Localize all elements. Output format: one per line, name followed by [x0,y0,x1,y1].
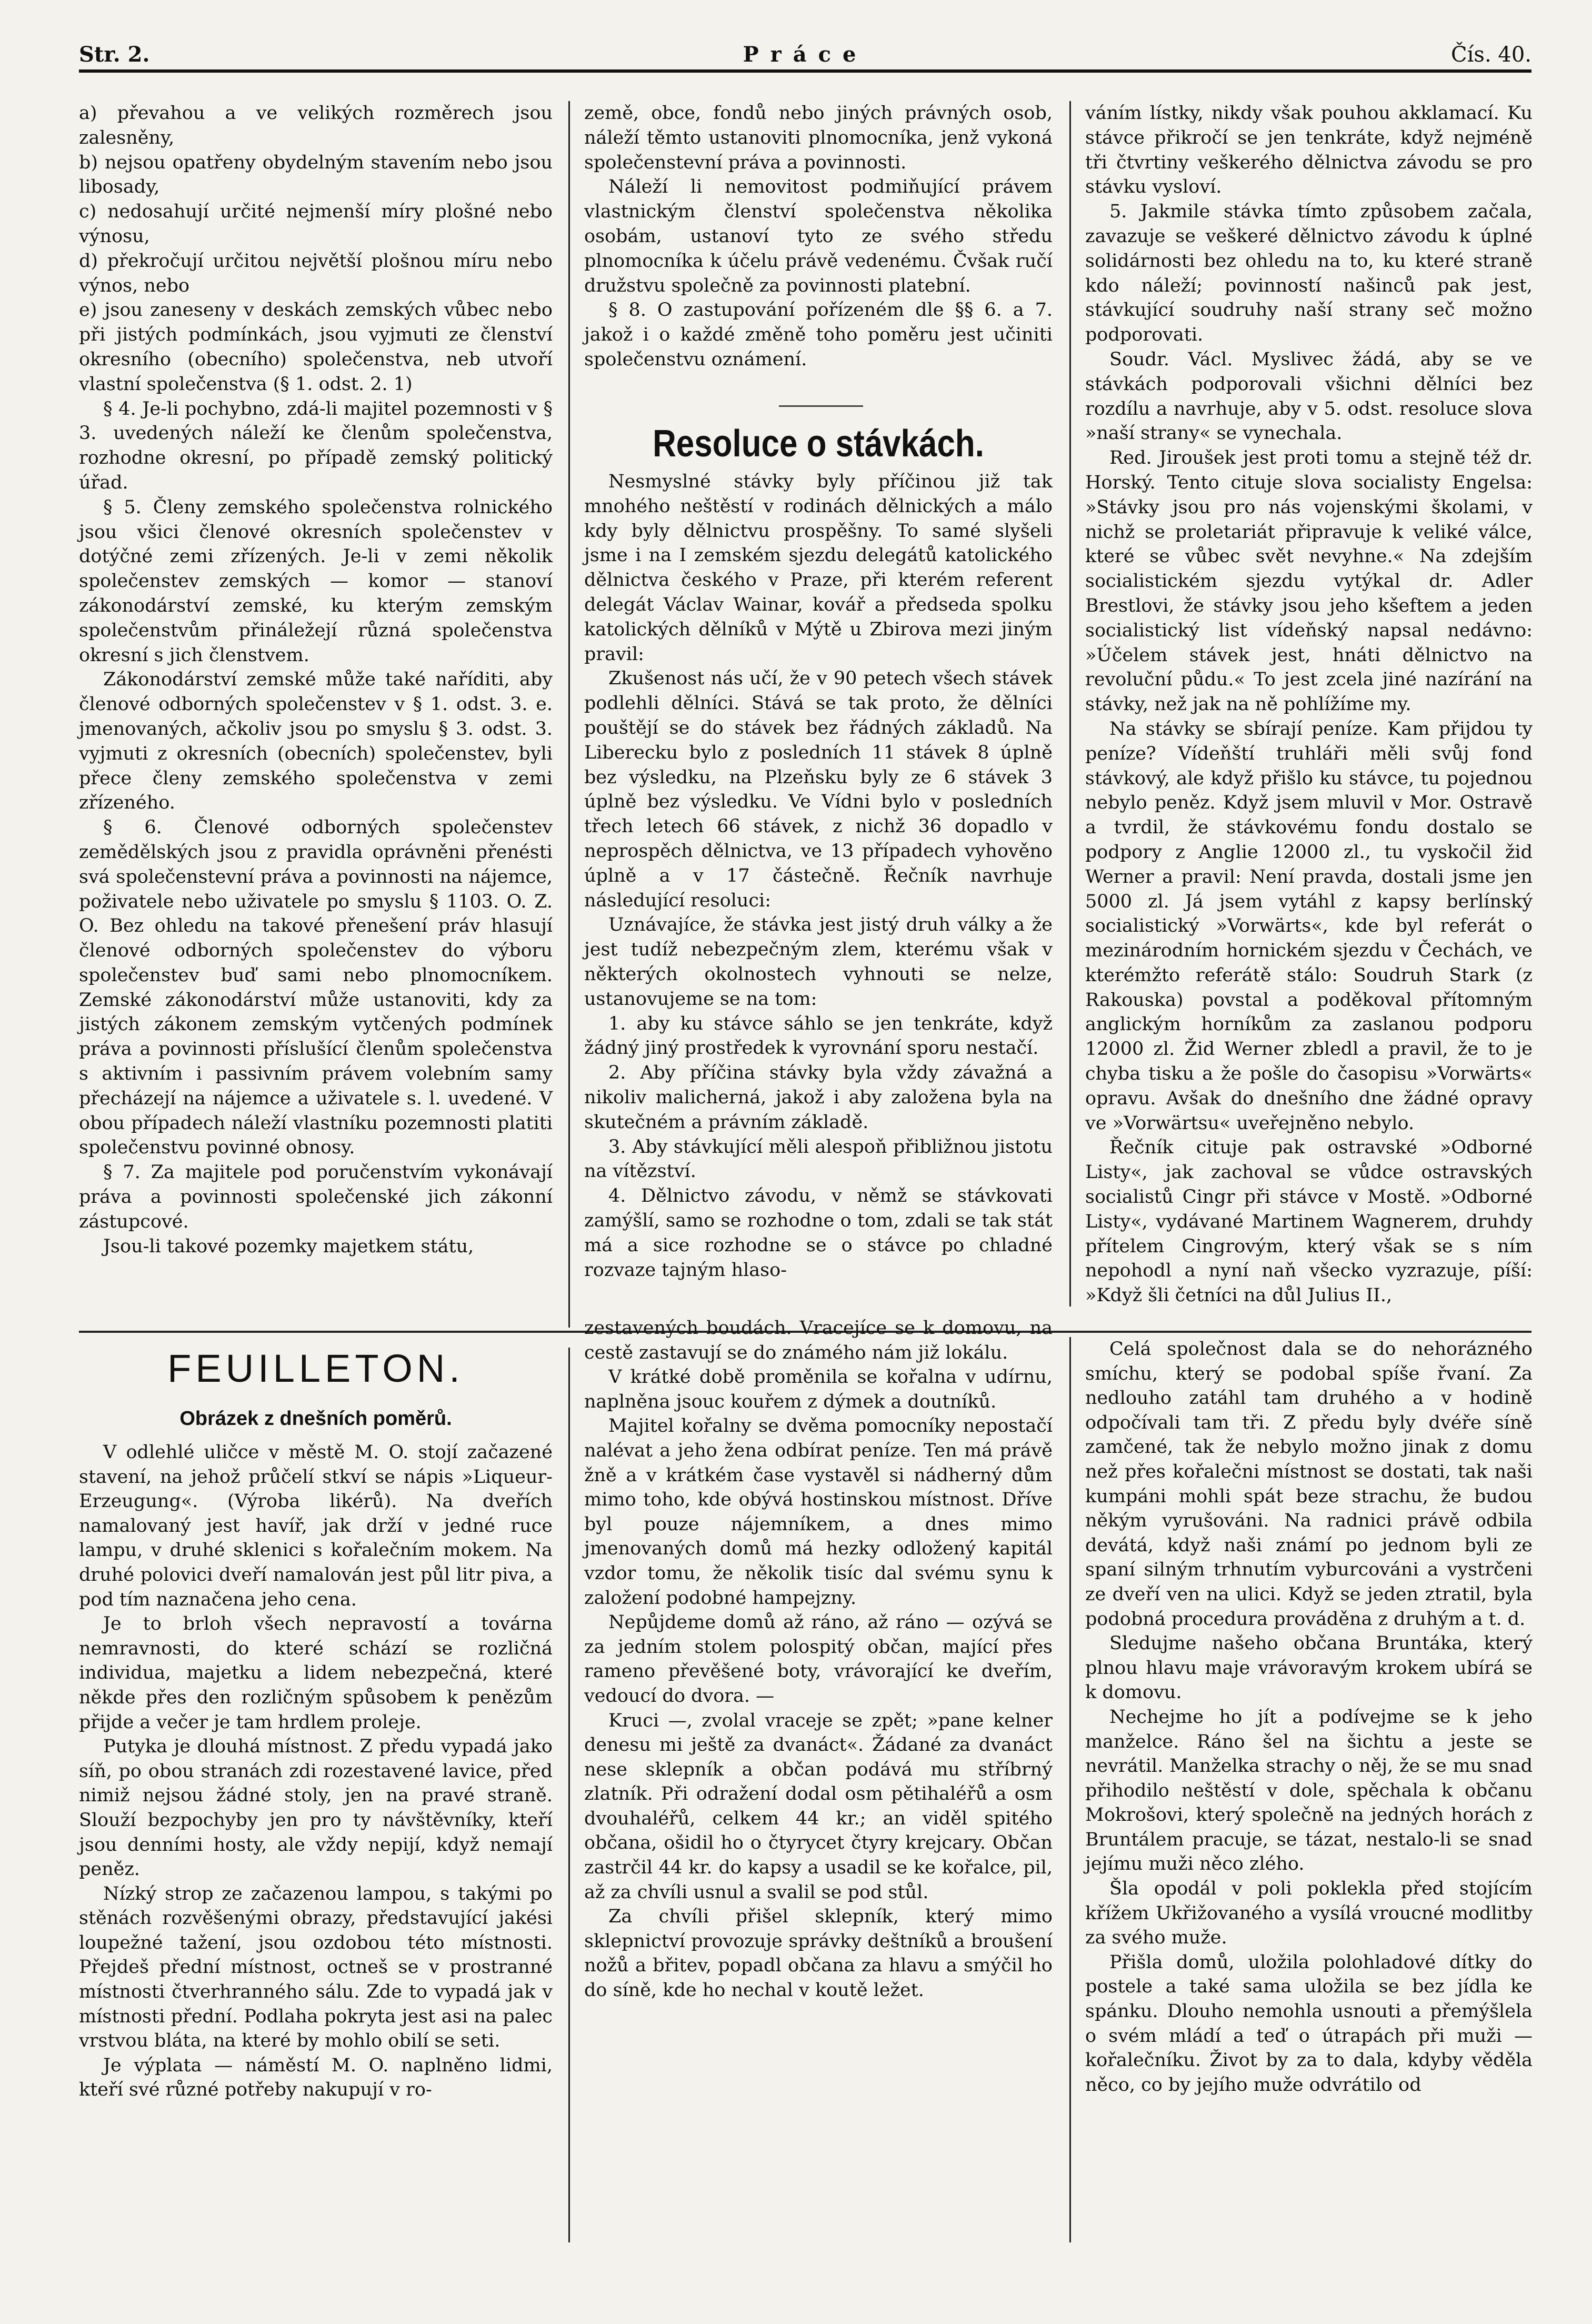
page-header [79,43,1531,66]
paragraph: 4. Dělnictvo závodu, v němž se stávkovati zamýšlí, samo se rozhodne o tom, zdali se tak stát má a sice rozhodne se o stávce po chladné rozvaze tajným hlaso- [584,1185,1053,1281]
newspaper-title: Práce [743,42,868,67]
paragraph: V krátké době proměnila se kořalna v udírnu, naplněna jsouc kouřem z dýmek a doutníků. [584,1367,1053,1412]
paragraph: 2. Aby příčina stávky byla vždy závažná a nikoliv malicherná, jakož i aby založena byla na skutečném a právním základě. [584,1062,1053,1133]
paragraph: § 7. Za majitele pod poručenstvím vykonávají práva a povinnosti společenské jich zákonní zástupcové. [79,1162,553,1232]
feuilleton-subtitle: Obrázek z dnešních poměrů. [179,1408,452,1430]
feuilleton-column-2 [584,1316,1053,2003]
paragraph: d) překročují určitou největší plošnou míru nebo výnos, nebo [79,250,553,296]
paragraph: V odlehlé uličce v městě M. O. stojí začazené stavení, na jehož průčelí stkví se nápis »Liqueur-Erzeugung«. (Výroba likérů). Na dveřích namalovaný jest havíř, jak drží v jedné ruce lampu, v druhé sklenici s kořalečním mokem. Na druhé polovici dveří namalován jest půl litr piva, a pod tím naznačena jeho cena. [79,1442,553,1610]
paragraph: Putyka je dlouhá místnost. Z předu vypadá jako síň, po obou stranách zdi rozestavené lavice, před nimiž nejsou žádné stoly, jen na pravé straně. Slouží bezpochyby jen pro ty návštěvníky, kteří jsou denními hosty, ale vždy nepijí, když nemají peněz. [79,1736,553,1880]
paragraph: § 4. Je-li pochybno, zdá-li majitel pozemnosti v § 3. uvedených náleží ke členům společenstva, rozhodne okresní, po případě zemský politický úřad. [79,398,553,493]
paragraph: § 8. O zastupování pořízeném dle §§ 6. a 7. jakož i o každé změně toho poměru jest učiniti společenstvu oznámení. [584,300,1053,370]
page-number: Str. 2. [79,42,150,67]
paragraph: Jsou-li takové pozemky majetkem státu, [103,1235,474,1257]
paragraph: Přišla domů, uložila polohladové dítky do postele a také sama uložila se bez jídla ke spánku. Dlouho nemohla usnouti a přemýšlela o svém mládí a teď o útrapách při muži — kořalečníku. Život by za to dala, kdyby věděla něco, co by jejího muže odvrátilo od [1085,1951,1533,2096]
paragraph: váním lístky, nikdy však pouhou akklamací. Ku stávce přikročí se jen tenkráte, když nejméně tři čtvrtiny veškerého dělnictva závodu se pro stávku vysloví. [1085,103,1533,198]
paragraph: Soudr. Václ. Myslivec žádá, aby se ve stávkách podporovali všichni dělníci bez rozdílu a navrhuje, aby v 5. odst. resoluce slova »naší strany« se vynechala. [1085,348,1533,444]
paragraph: b) nejsou opatřeny obydelným stavením nebo jsou libosady, [79,152,553,198]
article-column-1 [79,101,553,1259]
paragraph: Red. Jiroušek jest proti tomu a stejně též dr. Horský. Tento cituje slova socialisty Engelsa: »Stávky jsou pro nás vojenskými školami, v nichž se proletariát připravuje k veliké válce, které se vůbec svět nevyhne.« Na zdejším socialistickém sjezdu vytýkal dr. Adler Brestlovi, že stávky jsou jeho kšeftem a jeden socialistický list vídeňský napsal nedávno: »Účelem stávek jest, hnáti dělnictvo na revoluční půdu.« To jest zcela jiné nazírání na stávky, než jak na ně pohlížíme my. [1085,447,1533,715]
paragraph: země, obce, fondů nebo jiných právných osob, náleží těmto ustanoviti plnomocníka, jenž vykoná společenstevní práva a povinnosti. [584,103,1053,173]
section-separator [779,405,863,407]
column-divider [568,101,570,1328]
paragraph: Je to brloh všech nepravostí a továrna nemravnosti, do které schází se rozličná individua, majetku a lidem nebezpečná, které někde přes den rozličným spůsobem k penězům přijde a večer je tam hrdlem proleje. [79,1613,553,1733]
issue-number: Čís. 40. [1451,43,1531,67]
paragraph: Za chvíli přišel sklepník, který mimo sklepnictví provozuje správky deštníků a broušení nožů a břitev, popadl občana za hlavu a smýčil ho do síně, kde ho nechal v koutě ležet. [584,1906,1053,2001]
paragraph: § 5. Členy zemského společenstva rolnického jsou všici členové okresních společenstev v dotýčné zemi zřízených. Je-li v zemi několik společenstev zemských — komor — stanoví zákonodárství zemské, ku kterým zemským společenstvům přináležejí různá společenstva okresní s jich členstvem. [79,496,553,666]
paragraph: Nechejme ho jít a podívejme se k jeho manželce. Ráno šel na šichtu a jeste se nevrátil. Manželka strachy o něj, že se mu snad přihodilo neštěstí v dole, spěchala k občanu Mokrošovi, který společně na jedných horách z Bruntálem pracuje, se tázat, nestalo-li se snad jejímu muži něco zlého. [1085,1706,1533,1875]
paragraph: Sledujme našeho občana Bruntáka, který plnou hlavu maje vrávoravým krokem ubírá se k domovu. [1085,1633,1533,1703]
paragraph: Uznávajíce, že stávka jest jistý druh války a že jest tudíž nebezpečným zlem, kterému však v některých okolnostech vyhnouti se nelze, ustanovujeme se na tom: [584,914,1053,1010]
column-divider [568,1348,570,2242]
paragraph: Kruci —, zvolal vraceje se zpět; »pane kelner denesu mi ještě za dvanáct«. Žádané za dvanáct nese sklepník a občan podává mu stříbrný zlatník. Při odražení dodal osm pětihaléřů a osm dvouhaléřů, celkem 44 kr.; an viděl spitého občana, ošidil ho o čtyrycet čtyry krejcary. Občan zastrčil 44 kr. do kapsy a usadil se ke kořalce, pil, až za chvíli usnul a svalil se pod stůl. [584,1710,1053,1903]
paragraph: 3. Aby stávkující měli alespoň přibližnou jistotu na vítězství. [584,1136,1053,1182]
feuilleton-column-1 [79,1440,553,2102]
paragraph: Řečník cituje pak ostravské »Odborné Listy«, jak zachoval se vůdce ostravských socialistů Cingr při stávce v Mostě. »Odborné Listy«, vydávané Martinem Wagnerem, druhdy přítelem Cingrovým, který však se s ním nepohodl a nyní naň všecko vyzrazuje, píší: »Když šli četníci na důl Julius II., [1085,1137,1533,1306]
paragraph: Nepůjdeme domů až ráno, až ráno — ozývá se za jedním stolem polospitý občan, mající přes rameno převěšené boty, vrávorající ke dveřím, vedoucí do dvora. — [584,1612,1053,1707]
paragraph: Majitel kořalny se dvěma pomocníky nepostačí nalévat a jeho žena odbírat peníze. Ten má právě žně a v krátkém čase vystavěl si nádherný dům mimo toho, kde obývá hostinskou místnost. Dříve byl pouze nájemníkem, a dnes mimo jmenovaných domů má hezky odložený kapitál vzdor tomu, že několik tisíc dal svému synu k založení podobné hampejzny. [584,1415,1053,1609]
column-divider [1069,101,1071,1306]
header-rule [79,69,1531,73]
article-column-2 [584,101,1053,372]
resolution-column-3 [1085,101,1533,1308]
paragraph: Zákonodárství zemské může také naříditi, aby členové odborných společenstev v § 1. odst. 3. e. jmenovaných, ačkoliv jsou po smyslu § 3. odst. 3. vyjmuti z okresních (obecních) společenstev, byli přece členy zemského společenstva v zemi zřízeného. [79,669,553,814]
feuilleton-heading: FEUILLETON. [167,1346,464,1390]
paragraph: c) nedosahují určité nejmenší míry plošné nebo výnosu, [79,201,553,247]
paragraph: Je výplata — náměstí M. O. naplněno lidmi, kteří své různé potřeby nakupují v ro- [79,2054,553,2101]
paragraph: Na stávky se sbírají peníze. Kam přijdou ty peníze? Vídeňští truhláři měli svůj fond stávkový, ale když přišlo ku stávce, tu pojednou nebylo peněz. Když jsem mluvil v Mor. Ostravě a tvrdil, že stávkovému fondu dostalo se podpory z Anglie 12000 zl., tu vyskočil žid Werner a pravil: Není pravda, dostali jsme jen 5000 zl. Já jsem vytáhl z kapsy berlínský socialistický »Vorwärts«, kde byl referát o mezinárodním hornickém sjezdu v Čechách, ve kterémžto referátě stálo: Soudruh Stark (z Rakouska) povstal a poděkoval přítomným anglickým horníkům za zaslanou podporu 12000 zl. Žid Werner zbledl a pravil, že to je chyba tisku a že pošle do časopisu »Vorwärts« opravu. Avšak do dnešního dne žádné opravy ve »Vorwärtsu« uveřejněno nebylo. [1085,718,1533,1134]
feuilleton-column-3 [1085,1337,1533,2097]
paragraph: e) jsou zaneseny v deskách zemských vůbec nebo při jistých podmínkách, jsou vyjmuti ze členství okresního (obecního) společenstva, neb utvoří vlastní společenstva (§ 1. odst. 2. 1) [79,300,553,395]
paragraph: § 6. Členové odborných společenstev zemědělských jsou z pravidla oprávněni přenésti svá společenstevní práva a povinnosti na nájemce, poživatele nebo uživatele po smyslu § 1103. O. Z. O. Bez ohledu na takové přenešení práv hlasují členové odborných společenstev do výboru společenstev buď sami nebo plnomocníkem. Zemské zákonodárství může ustanoviti, kdy za jistých zákonem zemským vytčených podmínek práva a povinnosti příslušící členům společenstva s aktivním i passivním právem volebním samy přecházejí na nájemce a uživatele s. l. uvedené. V obou případech náleží vlastníku pozemnosti platiti společenstvu povinné obnosy. [79,817,553,1159]
paragraph: Nízký strop ze začazenou lampou, s takými po stěnách rozvěšenými obrazy, představující jakési loupežné tažení, jsou ozdobou této místnosti. Přejdeš přední místnost, octneš se v prostranné místnosti čtverhranného sálu. Zde to vypadá jak v místnosti přední. Podlaha pokryta jest asi na palec vrstvou bláta, na které by mohlo obilí se seti. [79,1883,553,2052]
paragraph: Celá společnost dala se do nehorázného smíchu, který se podobal spíše řvaní. Za nedlouho zatáhl tam druhého a v hodině odpočívali tam tři. Z předu byly dvéře síně zamčené, tak že nebylo možno jinak z domu než přes kořalečni místnost se dostati, tak naši kumpáni mohli spát beze strachu, že budou někým vyrušováni. Na radnici právě odbila devátá, když naši známí po jednom byli ze spaní silným trhnutím vyburcováni a vystrčeni ze dveří ven na ulici. Když se jeden ztratil, byla podobná procedura prováděna z druhým a t. d. [1085,1339,1533,1630]
paragraph: 5. Jakmile stávka tímto způsobem začala, zavazuje se veškeré dělnictvo závodu k úplné solidárnosti bez ohledu na to, ku které straně kdo náleží; povinností našinců pak jest, stávkující soudruhy naší strany seč možno podporovati. [1085,201,1533,346]
column-divider [1069,1337,1071,2242]
resolution-heading: Resoluce o stávkách. [653,423,984,465]
paragraph: a) převahou a ve velikých rozměrech jsou zalesněny, [79,103,553,148]
paragraph: Náleží li nemovitost podmiňující právem vlastnickým členství společenstva několika osobám, ustanoví tyto ze svého středu plnomocníka k účelu právě vedenému. Čvšak ručí družstvu společně za povinnosti platební. [584,176,1053,296]
paragraph: 1. aby ku stávce sáhlo se jen tenkráte, když žádný jiný prostředek k vyrovnání sporu nestačí. [584,1013,1053,1059]
resolution-column-2 [584,470,1053,1282]
paragraph: Šla opodál v poli poklekla před stojícím křížem Ukřižovaného a vysílá vroucné modlitby za svého muže. [1085,1878,1533,1949]
paragraph: Zkušenost nás učí, že v 90 petech všech stávek podlehli dělníci. Stává se tak proto, že dělníci pouštějí se do stávek bez řádných základů. Na Liberecku bylo z posledních 11 stávek 8 úplně bez výsledku, na Plzeňsku byly ze 6 stávek 3 úplně bez výsledku. Ve Vídni bylo v posledních třech letech 66 stávek, z nichž 36 dopadlo v neprospěch dělnictva, ve 13 případech vyhověno úplně a v 17 částečně. Řečník navrhuje následující resoluci: [584,668,1053,911]
paragraph: zestavených boudách. Vracejíce se k domovu, na cestě zastavují se do známého nám již lokálu. [584,1318,1053,1363]
paragraph: Nesmyslné stávky byly příčinou již tak mnohého neštěstí v rodinách dělnických a málo kdy byly dělnictvu prospěšny. To samé slyšeli jsme i na I zemském sjezdu delegátů katolického dělnictva českého v Praze, při kterém referent delegát Václav Wainar, kovář a předseda spolku katolických dělníků v Mýtě u Zbirova mezi jiným pravil: [584,471,1053,665]
